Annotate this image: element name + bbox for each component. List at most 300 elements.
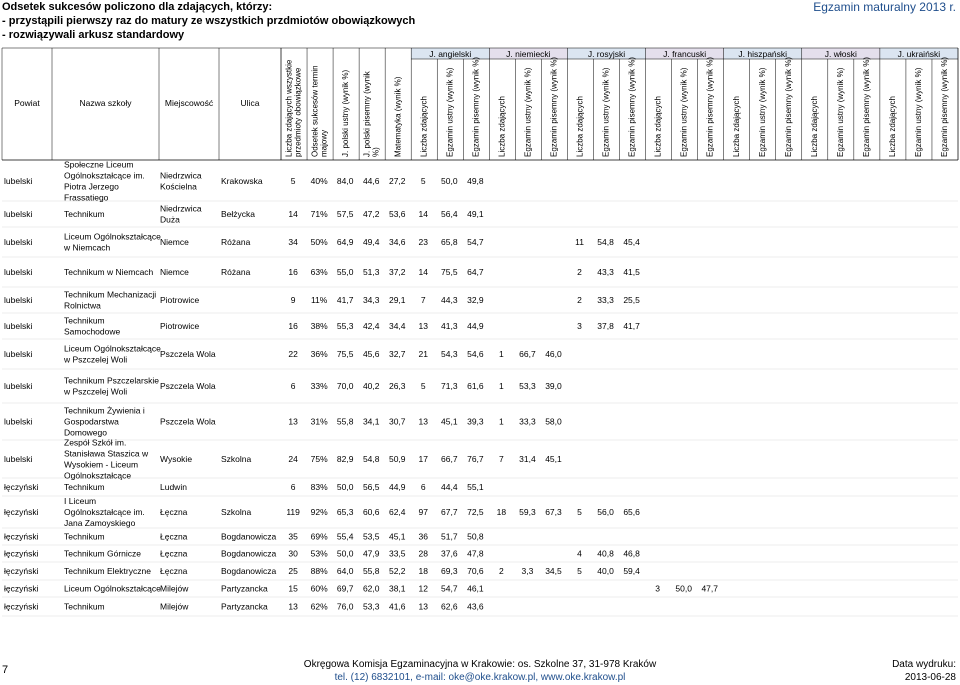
cell-value: 55,8 — [362, 566, 380, 576]
cell-value: 16 — [288, 321, 298, 331]
cell-value: 25,5 — [623, 295, 640, 305]
cell-szkola: Samochodowe — [64, 326, 121, 337]
cell-value: 39,3 — [467, 416, 484, 427]
cell-szkola: w Pszczelej Woli — [64, 354, 128, 365]
cell-ulica: Bogdanowicza — [221, 566, 277, 576]
cell-szkola: Zespół Szkół im. — [64, 437, 127, 448]
cell-value: 45,1 — [441, 416, 458, 427]
cell-powiat: lubelski — [4, 454, 33, 464]
language-sub-header: Liczba zdających — [653, 96, 663, 157]
cell-value: 3,3 — [521, 566, 534, 576]
cell-value: 31,4 — [519, 454, 536, 464]
cell-value: 50,0 — [336, 482, 354, 492]
cell-szkola: Technikum Elektryczne — [64, 566, 151, 576]
cell-value: 53,3 — [362, 601, 380, 612]
cell-powiat: łęczyński — [4, 601, 39, 612]
cell-miejscowosc: Niedrzwica — [160, 170, 202, 181]
cell-szkola: Frassatiego — [64, 192, 109, 203]
language-sub-header: Egzamin pisemny (wynik %) — [627, 56, 637, 157]
cell-value: 31% — [310, 416, 328, 427]
language-sub-header: Egzamin ustny (wynik %) — [523, 67, 533, 157]
cell-ulica: Szkolna — [221, 454, 252, 464]
cell-szkola: Technikum Mechanizacji — [64, 289, 157, 300]
cell-value: 33% — [310, 381, 328, 391]
rotated-header-3: J. polski pisemny (wynik — [362, 71, 372, 157]
footer-address-line-2: tel. (12) 6832101, e-mail: oke@oke.krakow.pl, www.oke.krakow.pl — [334, 672, 626, 683]
cell-value: 65,6 — [623, 507, 640, 517]
cell-value: 82,9 — [336, 454, 354, 464]
cell-value: 47,2 — [362, 209, 380, 219]
cell-value: 38,1 — [388, 583, 406, 594]
cell-value: 33,3 — [519, 416, 536, 427]
cell-value: 40,0 — [597, 566, 614, 576]
cell-value: 69,3 — [441, 566, 458, 576]
rotated-header-1: majowy — [319, 129, 329, 157]
cell-value: 37,6 — [441, 548, 458, 559]
rotated-header-0: Liczba zdających wszystkie — [284, 59, 294, 157]
cell-value: 14 — [288, 209, 298, 219]
cell-value: 2 — [577, 267, 582, 277]
cell-value: 44,6 — [362, 176, 380, 186]
cell-value: 55,8 — [336, 416, 354, 427]
cell-value: 64,9 — [336, 237, 354, 247]
cell-miejscowosc: Piotrowice — [160, 295, 200, 305]
cell-value: 24 — [288, 454, 298, 464]
cell-ulica: Partyzancka — [221, 583, 268, 594]
cell-value: 25 — [288, 566, 298, 576]
cell-value: 44,4 — [441, 482, 458, 492]
cell-powiat: lubelski — [4, 176, 33, 186]
cell-value: 71,3 — [441, 381, 458, 391]
cell-value: 50,8 — [467, 531, 484, 542]
cell-value: 33,3 — [597, 295, 614, 305]
cell-miejscowosc: Kościelna — [160, 181, 197, 192]
cell-value: 13 — [418, 416, 429, 427]
cell-powiat: łęczyński — [4, 507, 39, 517]
cell-value: 2 — [499, 566, 504, 576]
cell-value: 18 — [418, 566, 429, 576]
title-line-3: - rozwiązywali arkusz standardowy — [2, 29, 185, 41]
cell-value: 53,6 — [388, 209, 406, 219]
cell-powiat: łęczyński — [4, 566, 39, 576]
cell-powiat: lubelski — [4, 416, 33, 427]
cell-value: 65,3 — [336, 507, 354, 517]
cell-powiat: łęczyński — [4, 583, 39, 594]
cell-value: 13 — [288, 416, 298, 427]
cell-value: 14 — [418, 267, 429, 277]
cell-powiat: lubelski — [4, 295, 33, 305]
cell-value: 75,5 — [336, 349, 354, 359]
cell-value: 14 — [418, 209, 429, 219]
cell-value: 41,6 — [388, 601, 406, 612]
cell-szkola: Stanisława Staszica w — [64, 448, 149, 459]
cell-szkola: I Liceum — [64, 496, 97, 506]
cell-value: 76,7 — [467, 454, 484, 464]
cell-value: 56,4 — [441, 209, 458, 219]
cell-value: 54,8 — [362, 454, 380, 464]
cell-ulica: Bogdanowicza — [221, 531, 277, 542]
cell-powiat: łęczyński — [4, 482, 39, 492]
cell-szkola: Technikum — [64, 315, 105, 326]
cell-miejscowosc: Milejów — [160, 601, 189, 612]
cell-value: 45,4 — [623, 237, 640, 247]
cell-miejscowosc: Łęczna — [160, 566, 188, 576]
cell-value: 36 — [418, 531, 429, 542]
cell-value: 45,1 — [388, 531, 406, 542]
cell-value: 4 — [577, 548, 582, 559]
print-date-label: Data wydruku: — [892, 659, 956, 670]
cell-ulica: Różana — [221, 267, 251, 277]
cell-szkola: Technikum — [64, 482, 105, 492]
cell-value: 55,0 — [336, 267, 354, 277]
cell-value: 1 — [499, 416, 504, 427]
cell-value: 5 — [420, 381, 426, 391]
cell-value: 75,5 — [441, 267, 458, 277]
cell-value: 44,3 — [441, 295, 458, 305]
cell-ulica: Bogdanowicza — [221, 548, 277, 559]
language-sub-header: Egzamin ustny (wynik %) — [445, 67, 455, 157]
cell-value: 53,5 — [362, 531, 380, 542]
cell-value: 119 — [286, 507, 300, 517]
cell-value: 44,9 — [467, 321, 484, 331]
cell-value: 16 — [288, 267, 298, 277]
language-header: J. ukraiński — [897, 49, 941, 59]
cell-value: 18 — [496, 507, 507, 517]
footer-address-line-1: Okręgowa Komisja Egzaminacyjna w Krakowie: os. Szkolne 37, 31-978 Kraków — [303, 659, 657, 670]
footer-address — [0, 658, 960, 684]
cell-szkola: Ogólnokształcące im. — [64, 507, 145, 517]
cell-szkola: Jana Zamoyskiego — [64, 518, 136, 528]
language-sub-header: Egzamin ustny (wynik %) — [835, 67, 845, 157]
cell-value: 38% — [310, 321, 328, 331]
cell-value: 55,1 — [467, 482, 484, 492]
language-sub-header: Egzamin ustny (wynik %) — [679, 67, 689, 157]
cell-value: 62% — [310, 601, 328, 612]
cell-powiat: łęczyński — [4, 548, 39, 559]
col-header-miejscowosc: Miejscowość — [164, 98, 214, 108]
rotated-header-4: Matematyka (wynik %) — [393, 76, 403, 157]
language-header: J. angielski — [429, 49, 472, 59]
cell-value: 30 — [288, 548, 298, 559]
cell-value: 69% — [310, 531, 328, 542]
cell-szkola: Domowego — [64, 427, 107, 438]
cell-value: 59,4 — [623, 566, 640, 576]
language-sub-header: Egzamin ustny (wynik %) — [914, 67, 924, 157]
cell-value: 97 — [418, 507, 429, 517]
cell-value: 88% — [310, 566, 328, 576]
language-header: J. rosyjski — [587, 49, 626, 59]
language-sub-header: Egzamin ustny (wynik %) — [601, 67, 611, 157]
cell-value: 47,8 — [467, 548, 484, 559]
cell-szkola: Ogólnokształcące — [64, 470, 132, 481]
cell-miejscowosc: Pszczela Wola — [160, 349, 216, 359]
cell-value: 54,7 — [441, 583, 458, 594]
cell-value: 26,3 — [388, 381, 406, 391]
print-date — [892, 658, 956, 684]
cell-value: 46,0 — [545, 349, 562, 359]
cell-value: 9 — [290, 295, 296, 305]
title-line-1: Odsetek sukcesów policzono dla zdających, którzy: — [2, 1, 273, 13]
cell-value: 52,2 — [388, 566, 406, 576]
cell-miejscowosc: Łęczna — [160, 531, 188, 542]
cell-value: 13 — [288, 601, 298, 612]
language-sub-header: Egzamin pisemny (wynik %) — [940, 56, 950, 157]
cell-value: 64,7 — [467, 267, 484, 277]
cell-szkola: Społeczne Liceum — [64, 159, 134, 170]
cell-value: 84,0 — [336, 176, 354, 186]
cell-value: 36% — [310, 349, 328, 359]
cell-value: 11% — [310, 295, 328, 305]
cell-szkola: Rolnictwa — [64, 300, 101, 311]
cell-value: 43,6 — [467, 601, 484, 612]
page-number: 7 — [2, 664, 9, 676]
cell-value: 51,7 — [441, 531, 458, 542]
cell-value: 65,8 — [441, 237, 458, 247]
cell-miejscowosc: Niemce — [160, 267, 189, 277]
cell-value: 50,0 — [336, 548, 354, 559]
cell-value: 32,9 — [467, 295, 484, 305]
cell-value: 11 — [575, 237, 584, 247]
cell-value: 70,6 — [467, 566, 484, 576]
cell-value: 60,6 — [362, 507, 380, 517]
language-sub-header: Liczba zdających — [731, 96, 741, 157]
cell-value: 47,7 — [701, 583, 718, 594]
cell-value: 66,7 — [441, 454, 458, 464]
cell-value: 34,4 — [388, 321, 406, 331]
cell-value: 35 — [288, 531, 298, 542]
cell-value: 50,9 — [388, 454, 406, 464]
cell-value: 41,3 — [441, 321, 458, 331]
cell-value: 50% — [310, 237, 328, 247]
language-sub-header: Liczba zdających — [575, 96, 585, 157]
cell-value: 54,8 — [597, 237, 614, 247]
cell-value: 30,7 — [388, 416, 406, 427]
cell-value: 46,8 — [623, 548, 640, 559]
cell-value: 7 — [420, 295, 426, 305]
cell-value: 41,5 — [623, 267, 640, 277]
col-header-szkola: Nazwa szkoły — [79, 98, 132, 108]
cell-value: 54,6 — [467, 349, 484, 359]
cell-miejscowosc: Ludwin — [160, 482, 187, 492]
cell-szkola: Liceum Ogólnokształcące — [64, 343, 161, 354]
rotated-header-2: J. polski ustny (wynik %) — [341, 69, 351, 157]
cell-value: 45,1 — [545, 454, 562, 464]
cell-value: 57,5 — [336, 209, 354, 219]
cell-value: 27,2 — [388, 176, 406, 186]
cell-miejscowosc: Łęczna — [160, 507, 188, 517]
cell-value: 62,6 — [441, 601, 458, 612]
cell-ulica: Różana — [221, 237, 251, 247]
cell-powiat: lubelski — [4, 321, 33, 331]
cell-value: 13 — [418, 321, 429, 331]
cell-value: 45,6 — [362, 349, 380, 359]
rotated-header-1: Odsetek sukcesów termin — [310, 65, 320, 157]
cell-value: 69,7 — [336, 583, 354, 594]
cell-value: 49,4 — [362, 237, 380, 247]
cell-value: 40,8 — [597, 548, 614, 559]
cell-value: 46,1 — [467, 583, 484, 594]
cell-value: 5 — [577, 507, 582, 517]
cell-value: 32,7 — [388, 349, 406, 359]
cell-value: 3 — [655, 583, 661, 594]
cell-powiat: lubelski — [4, 237, 33, 247]
cell-miejscowosc: Milejów — [160, 583, 189, 594]
cell-value: 41,7 — [623, 321, 640, 331]
cell-value: 6 — [290, 482, 296, 492]
cell-value: 22 — [288, 349, 298, 359]
cell-value: 40,2 — [362, 381, 380, 391]
cell-value: 64,0 — [336, 566, 354, 576]
cell-value: 49,8 — [467, 176, 484, 186]
cell-value: 5 — [577, 566, 582, 576]
cell-value: 12 — [418, 583, 429, 594]
cell-value: 56,0 — [597, 507, 614, 517]
language-sub-header: Liczba zdających — [419, 96, 429, 157]
col-header-ulica: Ulica — [240, 98, 260, 108]
cell-szkola: Technikum Pszczelarskie — [64, 375, 159, 386]
cell-value: 51,3 — [362, 267, 380, 277]
cell-szkola: Liceum Ogólnokształcące — [64, 583, 161, 594]
cell-szkola: Liceum Ogólnokształcące — [64, 231, 161, 242]
cell-value: 54,3 — [441, 349, 458, 359]
cell-value: 7 — [499, 454, 504, 464]
language-sub-header: Liczba zdających — [887, 96, 897, 157]
cell-value: 67,3 — [545, 507, 562, 517]
cell-powiat: lubelski — [4, 209, 33, 219]
cell-szkola: Technikum — [64, 209, 105, 219]
language-header: J. włoski — [824, 49, 857, 59]
cell-value: 29,1 — [388, 295, 406, 305]
cell-powiat: lubelski — [4, 349, 33, 359]
cell-value: 70,0 — [336, 381, 354, 391]
cell-miejscowosc: Pszczela Wola — [160, 381, 216, 391]
cell-value: 34,1 — [362, 416, 380, 427]
cell-value: 37,8 — [597, 321, 614, 331]
cell-value: 55,3 — [336, 321, 354, 331]
title-line-2: - przystąpili pierwszy raz do matury ze wszystkich przdmiotów obowiązkowych — [2, 15, 416, 27]
language-sub-header: Egzamin pisemny (wynik %) — [783, 56, 793, 157]
language-sub-header: Egzamin ustny (wynik %) — [757, 67, 767, 157]
cell-miejscowosc: Pszczela Wola — [160, 416, 216, 427]
language-sub-header: Egzamin pisemny (wynik %) — [705, 56, 715, 157]
cell-value: 28 — [418, 548, 429, 559]
cell-value: 41,7 — [336, 295, 354, 305]
language-sub-header: Liczba zdających — [809, 96, 819, 157]
cell-value: 71% — [310, 209, 328, 219]
header-left-bg — [2, 48, 281, 160]
cell-value: 76,0 — [336, 601, 354, 612]
cell-value: 47,9 — [362, 548, 380, 559]
cell-miejscowosc: Piotrowice — [160, 321, 200, 331]
cell-value: 72,5 — [467, 507, 484, 517]
cell-value: 23 — [418, 237, 429, 247]
cell-szkola: Ogólnokształcące im. — [64, 170, 145, 181]
cell-szkola: Technikum w Niemcach — [64, 267, 154, 277]
cell-value: 62,4 — [388, 507, 406, 517]
cell-value: 53% — [310, 548, 328, 559]
cell-szkola: w Pszczelej Woli — [64, 386, 128, 397]
cell-value: 53,3 — [519, 381, 536, 391]
cell-value: 2 — [577, 295, 582, 305]
cell-ulica: Partyzancka — [221, 601, 268, 612]
cell-value: 34 — [288, 237, 298, 247]
cell-value: 1 — [499, 349, 504, 359]
cell-value: 39,0 — [545, 381, 562, 391]
col-header-powiat: Powiat — [14, 98, 40, 108]
cell-value: 21 — [418, 349, 429, 359]
cell-value: 63% — [310, 267, 328, 277]
language-sub-header: Liczba zdających — [497, 96, 507, 157]
cell-szkola: Technikum — [64, 601, 105, 612]
cell-value: 34,5 — [545, 566, 562, 576]
cell-value: 67,7 — [441, 507, 458, 517]
cell-value: 58,0 — [545, 416, 562, 427]
cell-miejscowosc: Łęczna — [160, 548, 188, 559]
cell-value: 92% — [310, 507, 328, 517]
cell-value: 83% — [310, 482, 328, 492]
cell-value: 54,7 — [467, 237, 484, 247]
language-sub-header: Egzamin pisemny (wynik %) — [549, 56, 559, 157]
cell-szkola: w Niemcach — [64, 242, 111, 253]
cell-szkola: Technikum Żywienia i — [64, 405, 145, 416]
rotated-header-0: przedmioty obowiązkowe — [293, 67, 303, 157]
cell-value: 3 — [577, 321, 582, 331]
cell-miejscowosc: Duża — [160, 214, 180, 225]
cell-value: 34,3 — [362, 295, 380, 305]
cell-szkola: Wysokiem - Liceum — [64, 459, 139, 470]
cell-value: 75% — [310, 454, 328, 464]
cell-value: 50,0 — [675, 583, 692, 594]
language-header: J. francuski — [663, 49, 707, 59]
cell-powiat: łęczyński — [4, 531, 39, 542]
cell-value: 6 — [420, 482, 426, 492]
cell-value: 5 — [420, 176, 426, 186]
cell-value: 55,4 — [336, 531, 354, 542]
cell-value: 62,0 — [362, 583, 380, 594]
language-sub-header: Egzamin pisemny (wynik %) — [861, 56, 871, 157]
cell-powiat: lubelski — [4, 267, 33, 277]
cell-value: 44,9 — [388, 482, 406, 492]
cell-value: 34,6 — [388, 237, 406, 247]
print-date-value: 2013-06-28 — [904, 672, 956, 683]
cell-value: 6 — [290, 381, 296, 391]
cell-szkola: Technikum Górnicze — [64, 548, 142, 559]
cell-value: 42,4 — [362, 321, 380, 331]
cell-value: 13 — [418, 601, 429, 612]
cell-szkola: Gospodarstwa — [64, 416, 119, 427]
exam-label: Egzamin maturalny 2013 r. — [813, 0, 956, 14]
cell-miejscowosc: Niemce — [160, 237, 189, 247]
cell-value: 40% — [310, 176, 328, 186]
cell-value: 50,0 — [441, 176, 458, 186]
cell-powiat: lubelski — [4, 381, 33, 391]
cell-value: 33,5 — [388, 548, 406, 559]
cell-miejscowosc: Wysokie — [160, 454, 193, 464]
rotated-header-3: %) — [371, 147, 381, 157]
cell-value: 49,1 — [467, 209, 484, 219]
cell-ulica: Krakowska — [221, 176, 263, 186]
cell-value: 5 — [290, 176, 296, 186]
language-header: J. niemiecki — [506, 49, 551, 59]
cell-value: 60% — [310, 583, 328, 594]
cell-value: 17 — [418, 454, 429, 464]
cell-value: 15 — [288, 583, 298, 594]
cell-szkola: Piotra Jerzego — [64, 181, 119, 192]
cell-value: 59,3 — [519, 507, 536, 517]
cell-value: 1 — [499, 381, 504, 391]
language-sub-header: Egzamin pisemny (wynik %) — [471, 56, 481, 157]
cell-value: 37,2 — [388, 267, 406, 277]
